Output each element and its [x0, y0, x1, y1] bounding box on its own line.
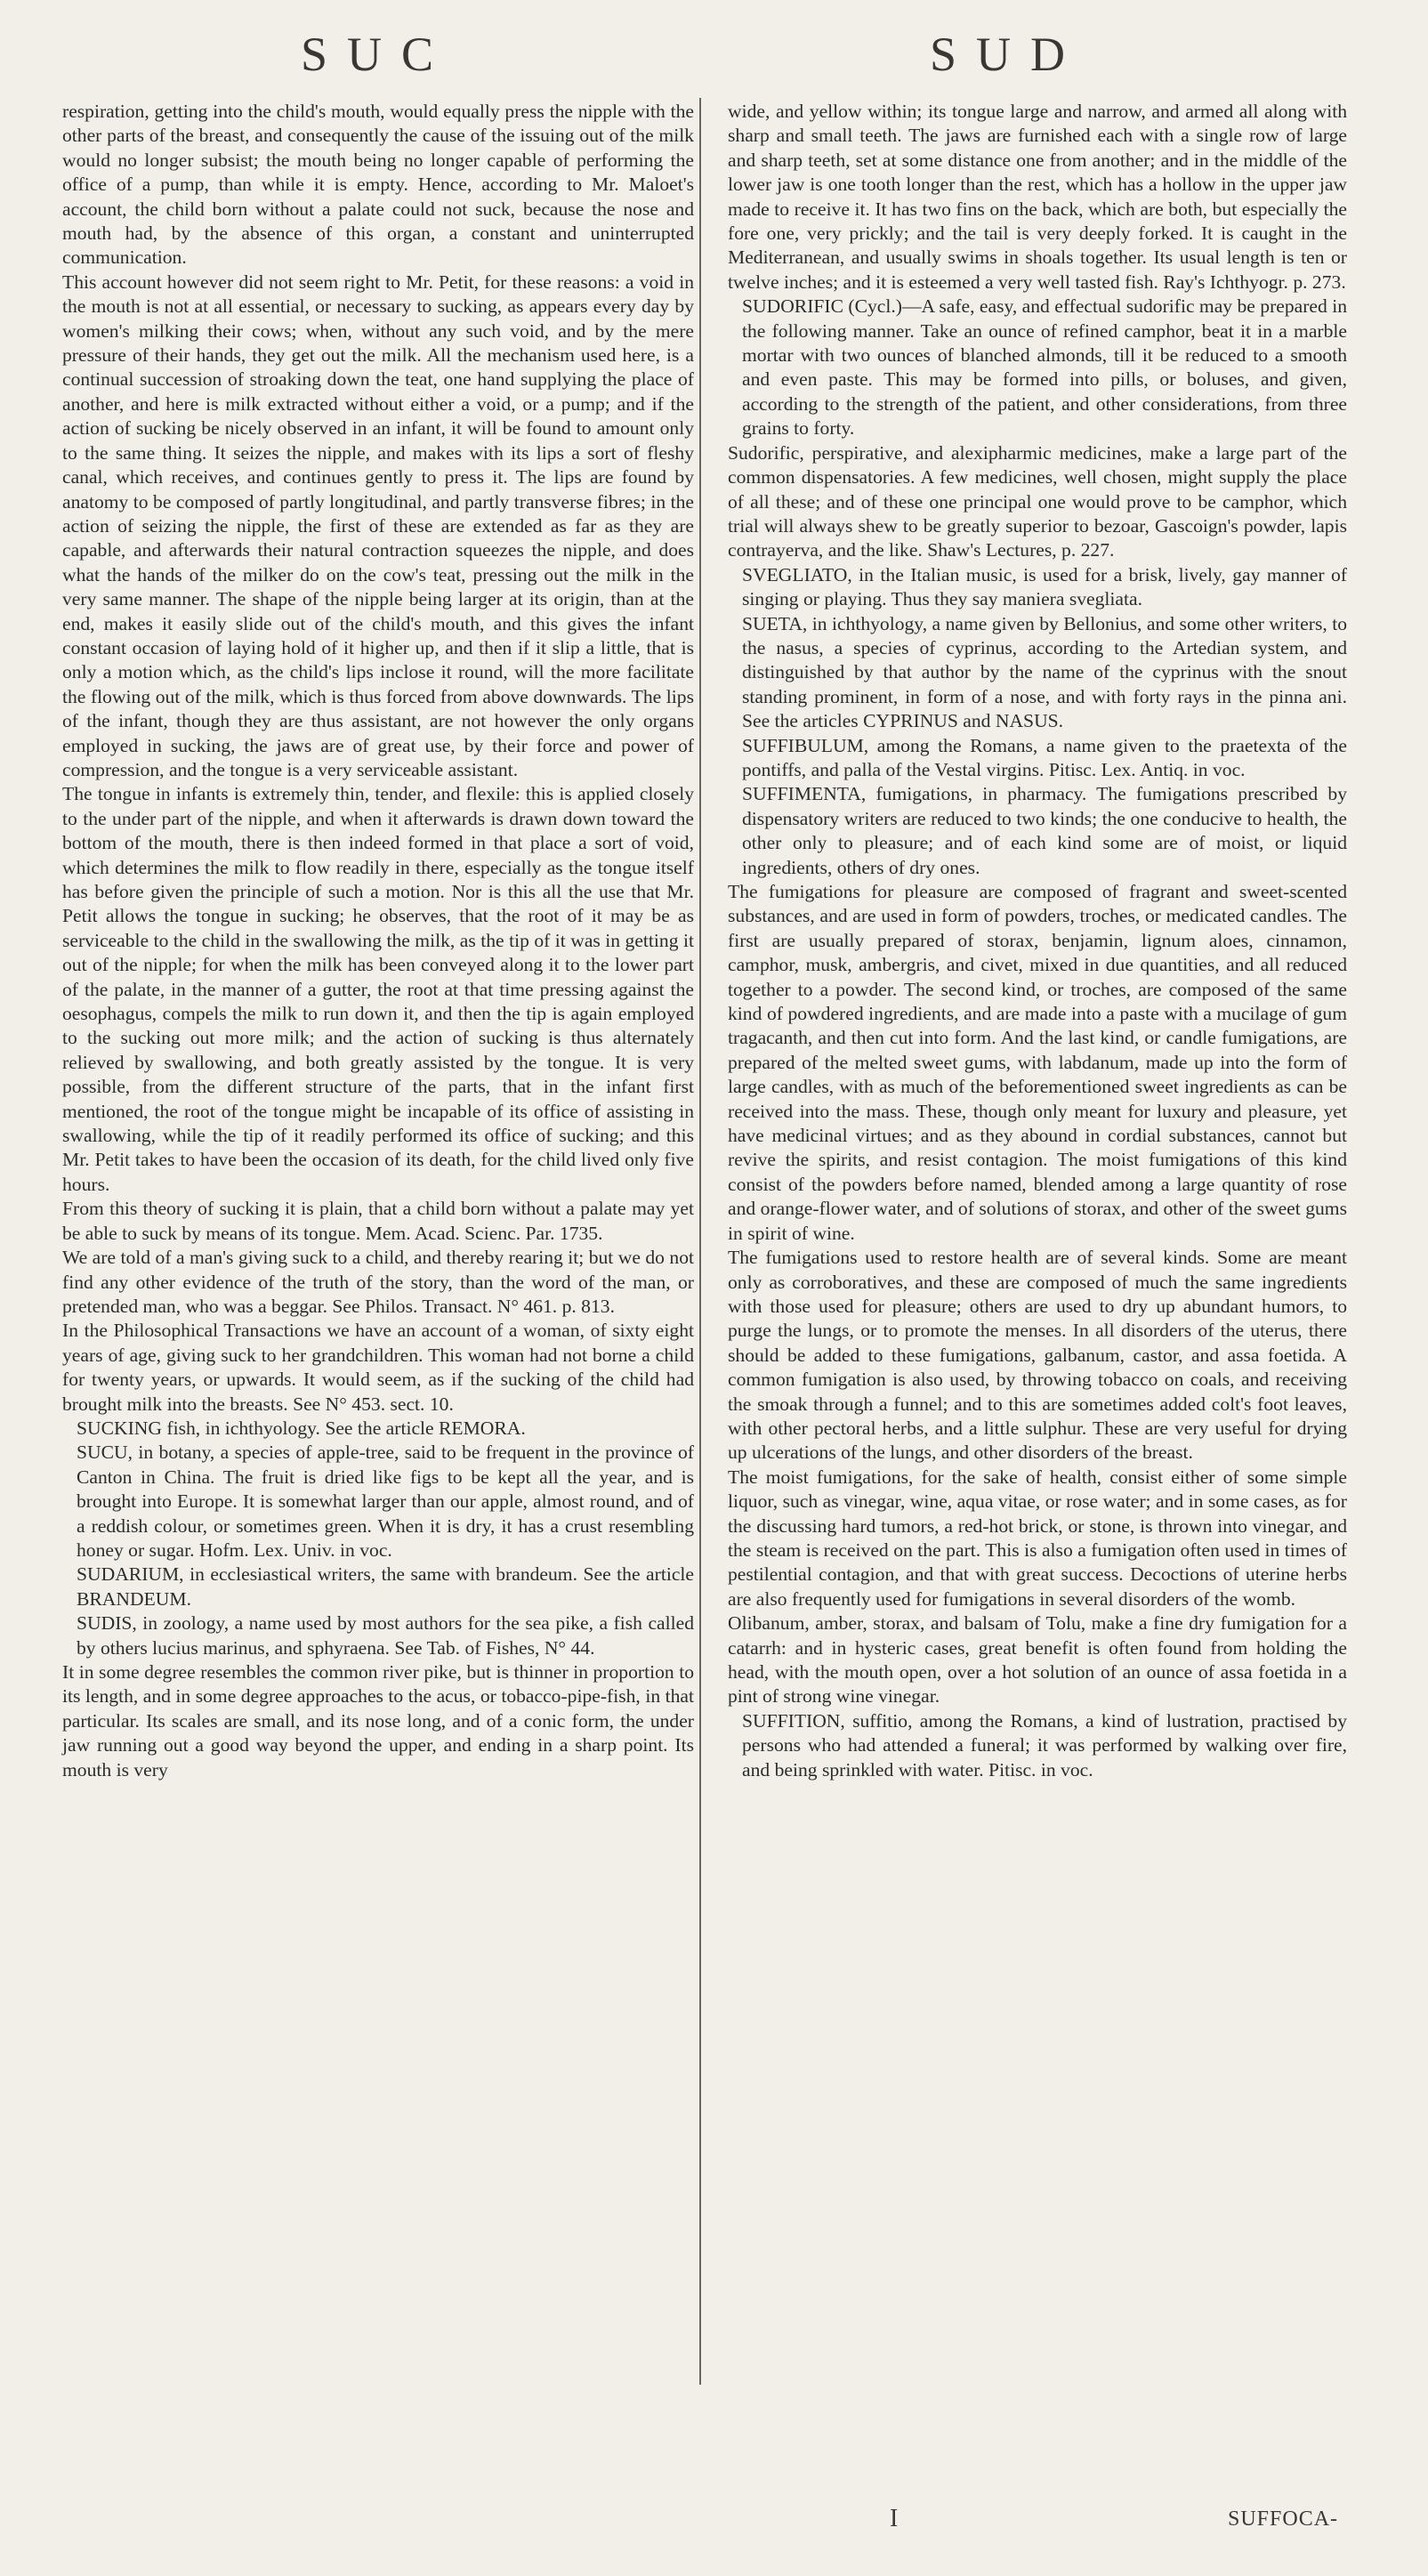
- paragraph: The tongue in infants is extremely thin, tender, and flexile: this is applied closely to the under part of the nipple, and when it afterwards is drawn down toward the bottom of the mouth, there is then indeed formed in that place a sort of void, which determines the milk to flow readily in there, especially as the tongue itself has before given the principle of such a motion. Nor is this all the use that Mr. Petit allows the tongue in sucking; he observes, that the root of it may be as serviceable to the child in the swallowing the milk, as the tip of it was in getting it out of the nipple; for when the milk has been conveyed along it to the lower part of the palate, in the manner of a gutter, the root at that time pressing against the oesophagus, compels the milk to run down it, and then the tip is again employed to the sucking out more milk; and the action of sucking is thus alternately relieved by swallowing, and both greatly assisted by the tongue. It is very possible, from the different structure of the parts, that in the infant first mentioned, the root of the tongue might be incapable of its office of assisting in swallowing, while the tip of it readily performed its office of sucking; and this Mr. Petit takes to have been the occasion of its death, for the child lived only five hours.: [62, 783, 694, 1195]
- paragraph: In the Philosophical Transactions we have an account of a woman, of sixty eight years of age, giving suck to her grandchildren. This woman had not borne a child for twenty years, or upwards. It would seem, as if the sucking of the child had brought milk into the breasts. See N° 453. sect. 10.: [62, 1320, 694, 1415]
- entry-svegliato: SVEGLIATO, in the Italian music, is used for a brisk, lively, gay manner of singing or playing. Thus they say maniera svegliata.: [742, 563, 1347, 610]
- column-divider: [699, 98, 701, 2385]
- entry-sueta: SUETA, in ichthyology, a name given by Bellonius, and some other writers, to the nasus, a species of cyprinus, according to the Artedian system, and distinguished by that author by the name of the cyprinus with the snout standing prominent, in form of a nose, and with forty rays in the pinna ani. See the articles CYPRINUS and NASUS.: [742, 612, 1347, 732]
- entry-suffimenta: SUFFIMENTA, fumigations, in pharmacy. The fumigations prescribed by dispensatory writers are reduced to two kinds; the one conducive to health, the other only to pleasure; and of each kind some are of moist, or liquid ingredients, others of dry ones.: [742, 783, 1347, 878]
- right-column: [728, 100, 1347, 1782]
- paragraph: The fumigations for pleasure are composed of fragrant and sweet-scented substances, and are used in form of powders, troches, or medicated candles. The first are usually prepared of storax, benjamin, lignum aloes, cinnamon, camphor, musk, ambergris, and civet, mixed in due quantities, and all reduced together to a powder. The second kind, or troches, are composed of the same kind of powdered ingredients, and are made into a paste with a mucilage of gum tragacanth, and then cut into form. And the last kind, or candle fumigations, are prepared of the melted sweet gums, with labdanum, made up into the form of large candles, with as much of the beforementioned sweet ingredients as can be received into the mass. These, though only meant for luxury and pleasure, yet have medicinal virtues; and as they abound in cordial substances, cannot but revive the spirits, and resist contagion. The moist fumigations of this kind consist of the powders before named, blended among a large quantity of rose and orange-flower water, and of solutions of storax, and other of the sweet gums in spirit of wine.: [728, 881, 1347, 1244]
- paragraph: respiration, getting into the child's mouth, would equally press the nipple with the other parts of the breast, and consequently the cause of the issuing out of the milk would no longer subsist; the mouth being no longer capable of performing the office of a pump, than while it is empty. Hence, according to Mr. Maloet's account, the child born without a palate could not suck, because the nose and mouth had, by the absence of this organ, a constant and uninterrupted communication.: [62, 101, 694, 269]
- entry-sucking-fish: SUCKING fish, in ichthyology. See the article REMORA.: [77, 1417, 526, 1439]
- paragraph: The moist fumigations, for the sake of health, consist either of some simple liquor, such as vinegar, wine, aqua vitae, or rose water; and in some cases, as for the discussing hard tumors, a red-hot brick, or stone, is thrown into vinegar, and the steam is received on the part. This is also a fumigation often used in times of pestilential contagion, and that with great success. Decoctions of uterine herbs are also frequently used for fumigations in several disorders of the womb.: [728, 1466, 1347, 1610]
- paragraph: This account however did not seem right to Mr. Petit, for these reasons: a void in the mouth is not at all essential, or necessary to sucking, as appears every day by women's milking their cows; when, without any such void, and by the mere pressure of their hands, they get out the milk. All the mechanism used here, is a continual succession of stroaking down the teat, one hand supplying the place of another, and here is milk extracted without either a void, or a pump; and if the action of sucking be nicely observed in an infant, it will be found to amount only to the same thing. It seizes the nipple, and makes with its lips a sort of fleshy canal, which receives, and continues gently to press it. The lips are found by anatomy to be composed of partly longitudinal, and partly transverse fibres; in the action of seizing the nipple, the first of these are extended as far as they are capable, and afterwards their natural contraction squeezes the nipple, and does what the hands of the milker do on the cow's teat, pressing out the milk in the very same manner. The shape of the nipple being larger at its origin, than at the end, makes it easily slide out of the child's mouth, and this gives the infant constant occasion of laying hold of it higher up, and then if it slip a little, that is only a motion which, as the child's lips inclose it round, will the more facilitate the flowing out of the milk, which is thus forced from above downwards. The lips of the infant, though they are thus assistant, are not however the only organs employed in sucking, the jaws are of great use, by their force and power of compression, and the tongue is a very serviceable assistant.: [62, 271, 694, 780]
- catchword: SUFFOCA-: [1228, 2507, 1339, 2531]
- running-head-left: SUC: [301, 28, 454, 81]
- entry-sucu: SUCU, in botany, a species of apple-tree, said to be frequent in the province of Canton in China. The fruit is dried like figs to be kept all the year, and is brought into Europe. It is somewhat larger than our apple, almost round, and of a reddish colour, or sometimes green. When it is dry, it has a crust resembling honey or sugar. Hofm. Lex. Univ. in voc.: [77, 1441, 694, 1561]
- paragraph: We are told of a man's giving suck to a child, and thereby rearing it; but we do not find any other evidence of the truth of the story, than the word of the man, or pretended man, who was a beggar. See Philos. Transact. N° 461. p. 813.: [62, 1247, 694, 1317]
- paragraph: The fumigations used to restore health are of several kinds. Some are meant only as corroboratives, and these are composed of much the same ingredients with those used for pleasure; others are used to dry up abundant humors, to purge the lungs, or to promote the menses. In all disorders of the uterus, there should be added to these fumigations, galbanum, castor, and assa foetida. A common fumigation is also used, by throwing tobacco on coals, and receiving the smoak through a funnel; and to this are sometimes added colt's foot leaves, with other pectoral herbs, and a little sulphur. These are very useful for drying up ulcerations of the lungs, and other disorders of the breast.: [728, 1247, 1347, 1464]
- entry-sudorific: SUDORIFIC (Cycl.)—A safe, easy, and effectual sudorific may be prepared in the following manner. Take an ounce of refined camphor, beat it in a marble mortar with two ounces of blanched almonds, till it be reduced to a smooth and even paste. This may be formed into pills, or boluses, and given, according to the strength of the patient, and other considerations, from three grains to forty.: [742, 295, 1348, 440]
- entry-suffibulum: SUFFIBULUM, among the Romans, a name given to the praetexta of the pontiffs, and palla of the Vestal virgins. Pitisc. Lex. Antiq. in voc.: [742, 734, 1347, 780]
- paragraph: wide, and yellow within; its tongue large and narrow, and armed all along with sharp and small teeth. The jaws are furnished each with a single row of large and sharp teeth, set at some distance one from another; and in the middle of the lower jaw is one tooth longer than the rest, which has a hollow in the upper jaw made to receive it. It has two fins on the back, which are both, but especially the fore one, very prickly; and the tail is very deeply forked. It is caught in the Mediterranean, and usually swims in shoals together. Its usual length is ten or twelve inches; and it is esteemed a very well tasted fish. Ray's Ichthyogr. p. 273.: [728, 101, 1347, 293]
- paragraph: From this theory of sucking it is plain, that a child born without a palate may yet be able to suck by means of its tongue. Mem. Acad. Scienc. Par. 1735.: [62, 1198, 694, 1244]
- running-head-right: SUD: [930, 28, 1085, 81]
- entry-sudarium: SUDARIUM, in ecclesiastical writers, the same with brandeum. See the article BRANDEUM.: [77, 1563, 694, 1610]
- entry-suffition: SUFFITION, suffitio, among the Romans, a kind of lustration, practised by persons who had attended a funeral; it was performed by walking over fire, and being sprinkled with water. Pitisc. in voc.: [742, 1709, 1347, 1781]
- signature-mark: I: [890, 2505, 899, 2532]
- paragraph: Sudorific, perspirative, and alexipharmic medicines, make a large part of the common dispensatories. A few medicines, well chosen, might supply the place of all these; and of these one principal one would prove to be camphor, which trial will always shew to be greatly superior to bezoar, Gascoign's powder, lapis contrayerva, and the like. Shaw's Lectures, p. 227.: [728, 441, 1347, 561]
- paragraph: It in some degree resembles the common river pike, but is thinner in proportion to its length, and in some degree approaches to the acus, or tobacco-pipe-fish, in that particular. Its scales are small, and its nose long, and of a conic form, the under jaw running out a good way beyond the upper, and ending in a sharp point. Its mouth is very: [62, 1661, 694, 1781]
- paragraph: Olibanum, amber, storax, and balsam of Tolu, make a fine dry fumigation for a catarrh: and in hysteric cases, great benefit is often found from holding the head, with the mouth open, over a hot solution of an ounce of assa foetida in a pint of strong wine vinegar.: [728, 1612, 1347, 1708]
- entry-sudis: SUDIS, in zoology, a name used by most authors for the sea pike, a fish called by others lucius marinus, and sphyraena. See Tab. of Fishes, N° 44.: [77, 1612, 694, 1659]
- left-column: [62, 100, 694, 1782]
